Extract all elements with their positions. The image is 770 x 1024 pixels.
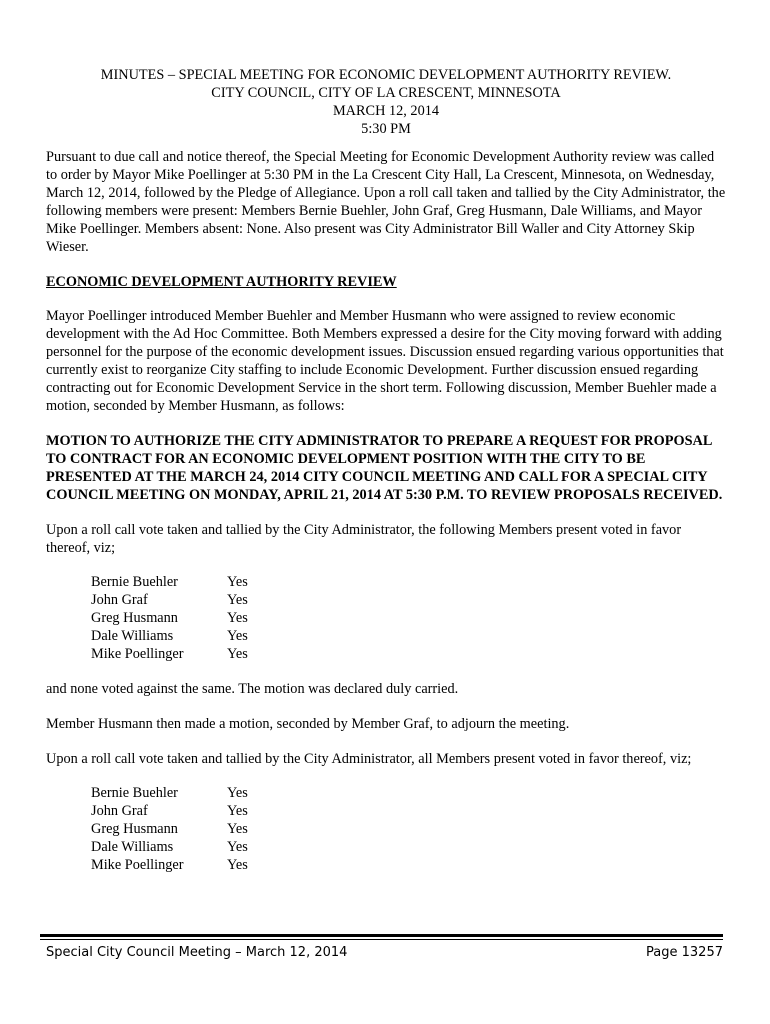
member-name: John Graf bbox=[91, 592, 148, 608]
member-name: Mike Poellinger bbox=[91, 857, 184, 873]
header-subtitle: CITY COUNCIL, CITY OF LA CRESCENT, MINNESOTA bbox=[211, 85, 561, 101]
member-vote: Yes bbox=[227, 628, 248, 644]
header-date: MARCH 12, 2014 bbox=[332, 103, 440, 119]
member-name: Greg Husmann bbox=[91, 610, 178, 626]
member-vote: Yes bbox=[227, 610, 248, 626]
document-page bbox=[46, 66, 726, 891]
vote2-list bbox=[91, 784, 726, 874]
vote-row bbox=[91, 645, 726, 663]
member-vote: Yes bbox=[227, 839, 248, 855]
member-vote: Yes bbox=[227, 785, 248, 801]
member-vote: Yes bbox=[227, 574, 248, 590]
vote-row bbox=[91, 856, 726, 874]
vote-row bbox=[91, 591, 726, 609]
vote-row bbox=[91, 784, 726, 802]
member-name: Bernie Buehler bbox=[91, 574, 178, 590]
section-heading: ECONOMIC DEVELOPMENT AUTHORITY REVIEW bbox=[46, 274, 397, 290]
vote1-list bbox=[91, 573, 726, 663]
vote-row bbox=[91, 802, 726, 820]
footer-meeting-title: Special City Council Meeting – March 12, 2014 bbox=[46, 945, 348, 960]
member-name: Bernie Buehler bbox=[91, 785, 178, 801]
member-vote: Yes bbox=[227, 821, 248, 837]
vote-row bbox=[91, 820, 726, 838]
member-name: Mike Poellinger bbox=[91, 646, 184, 662]
page-footer bbox=[46, 944, 723, 962]
vote2-intro: Upon a roll call vote taken and tallied by the City Administrator, all Members present voted in favor thereof, viz; bbox=[46, 751, 692, 767]
member-vote: Yes bbox=[227, 803, 248, 819]
page-number: Page 13257 bbox=[646, 945, 723, 960]
vote-row bbox=[91, 627, 726, 645]
vote1-intro: Upon a roll call vote taken and tallied by the City Administrator, the following Members present voted in favor thereof, viz; bbox=[46, 522, 682, 556]
member-vote: Yes bbox=[227, 592, 248, 608]
vote1-result: and none voted against the same. The motion was declared duly carried. bbox=[46, 681, 459, 697]
vote-row bbox=[91, 838, 726, 856]
intro-paragraph: Pursuant to due call and notice thereof, the Special Meeting for Economic Development Authority review was called to order by Mayor Mike Poellinger at 5:30 PM in the La Crescent City Hall, La Crescent, Minnesota, on Wednesday, March 12, 2014, followed by the Pledge of Allegiance. Upon a roll call taken and tallied by the City Administrator, the following members were present: Members Bernie Buehler, John Graf, Greg Husmann, Dale Williams, and Mayor Mike Poellinger. Members absent: None. Also present was City Administrator Bill Waller and City Attorney Skip Wieser. bbox=[46, 149, 726, 255]
member-name: Dale Williams bbox=[91, 839, 174, 855]
vote-row bbox=[91, 609, 726, 627]
discussion-paragraph: Mayor Poellinger introduced Member Buehler and Member Husmann who were assigned to review economic development with the Ad Hoc Committee. Both Members expressed a desire for the City moving forward with adding personnel for the purpose of the economic development issues. Discussion ensued regarding various opportunities that currently exist to reorganize City staffing to include Economic Development. Further discussion ensued regarding contracting out for Economic Development Service in the short term. Following discussion, Member Buehler made a motion, seconded by Member Husmann, as follows: bbox=[46, 308, 724, 414]
adjourn-motion: Member Husmann then made a motion, seconded by Member Graf, to adjourn the meeting. bbox=[46, 716, 570, 732]
member-name: John Graf bbox=[91, 803, 148, 819]
document-header bbox=[46, 66, 726, 138]
header-time: 5:30 PM bbox=[361, 121, 411, 137]
vote-row bbox=[91, 573, 726, 591]
footer-divider-thin bbox=[40, 939, 723, 940]
footer-divider bbox=[40, 934, 723, 937]
member-name: Dale Williams bbox=[91, 628, 174, 644]
motion-text: MOTION TO AUTHORIZE THE CITY ADMINISTRATOR TO PREPARE A REQUEST FOR PROPOSAL TO CONTRACT FOR AN ECONOMIC DEVELOPMENT POSITION WITH THE CITY TO BE PRESENTED AT THE MARCH 24, 2014 CITY COUNCIL MEETING AND CALL FOR A SPECIAL CITY COUNCIL MEETING ON MONDAY, APRIL 21, 2014 AT 5:30 P.M. TO REVIEW PROPOSALS RECEIVED. bbox=[46, 433, 723, 503]
member-vote: Yes bbox=[227, 857, 248, 873]
member-name: Greg Husmann bbox=[91, 821, 178, 837]
member-vote: Yes bbox=[227, 646, 248, 662]
header-title: MINUTES – SPECIAL MEETING FOR ECONOMIC DEVELOPMENT AUTHORITY REVIEW. bbox=[100, 67, 672, 83]
